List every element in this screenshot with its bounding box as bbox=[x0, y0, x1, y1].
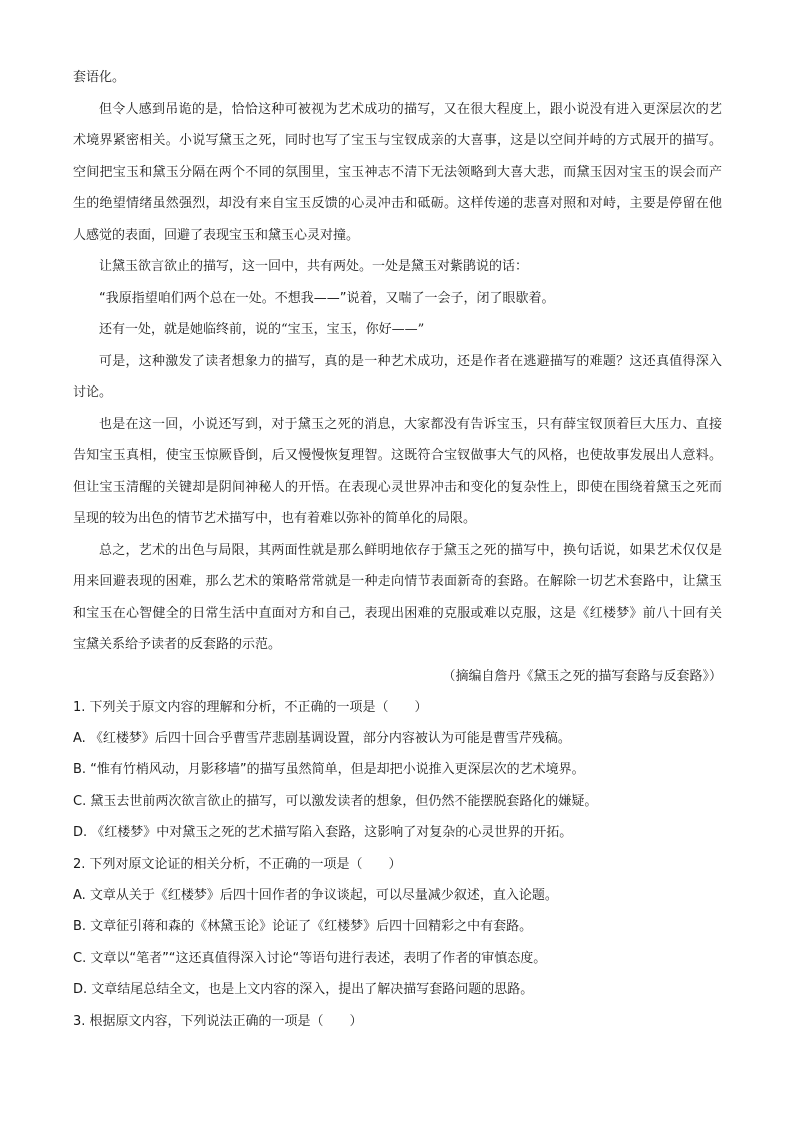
question-1 bbox=[73, 692, 722, 849]
article-quote: “我原指望咱们两个总在一处。不想我——”说着，又喘了一会子，闭了眼歇着。 bbox=[99, 290, 555, 306]
article-paragraph: 还有一处，就是她临终前，说的“宝玉，宝玉，你好——” bbox=[99, 322, 425, 337]
article-paragraph: 但令人感到吊诡的是，恰恰这种可被视为艺术成功的描写，又在很大程度上，跟小说没有进入更深层次的艺术境界紧密相关。小说写黛玉之死，同时也写了宝玉与宝钗成亲的大喜事，这是以空间并峙的方式展开的描写。空间把宝玉和黛玉分隔在两个不同的氛围里，宝玉神志不清下无法领略到大喜大悲，而黛玉因对宝玉的误会而产生的绝望情绪虽然强烈，却没有来自宝玉反馈的心灵冲击和砥砺。这样传递的悲喜对照和对峙，主要是停留在他人感觉的表面，回避了表现宝玉和黛玉心灵对撞。 bbox=[73, 101, 722, 243]
question-section bbox=[73, 692, 722, 1037]
article-source: （摘编自詹丹《黛玉之死的描写套路与反套路》） bbox=[442, 668, 722, 684]
option-d[interactable]: D. 《红楼梦》中对黛玉之死的艺术描写陷入套路，这影响了对复杂的心灵世界的开拓。 bbox=[73, 825, 573, 840]
article-body bbox=[73, 62, 722, 692]
question-2 bbox=[73, 849, 722, 1006]
option-b[interactable]: B. “惟有竹梢风动，月影移墙”的描写虽然简单，但是却把小说推入更深层次的艺术境界。 bbox=[73, 762, 585, 777]
option-a[interactable]: A. 文章从关于《红楼梦》后四十回作者的争议谈起，可以尽量减少叙述，直入论题。 bbox=[73, 887, 558, 903]
question-stem: 2. 下列对原文论证的相关分析，不正确的一项是（ ） bbox=[73, 856, 402, 872]
option-a[interactable]: A. 《红楼梦》后四十回合乎曹雪芹悲剧基调设置，部分内容被认为可能是曹雪芹残稿。 bbox=[73, 730, 571, 746]
article-paragraph: 总之，艺术的出色与局限，其两面性就是那么鲜明地依存于黛玉之死的描写中，换句话说，如果艺术仅仅是用来回避表现的困难，那么艺术的策略常常就是一种走向情节表面新奇的套路。在解除一切艺术套路中，让黛玉和宝玉在心智健全的日常生活中直面对方和自己，表现出困难的克服或难以克服，这是《红楼梦》前八十回有关宝黛关系给予读者的反套路的示范。 bbox=[73, 542, 722, 652]
question-stem: 3. 根据原文内容，下列说法正确的一项是（ ） bbox=[73, 1013, 363, 1029]
option-d[interactable]: D. 文章结尾总结全文，也是上文内容的深入，提出了解决描写套路问题的思路。 bbox=[73, 982, 534, 997]
article-paragraph: 也是在这一回，小说还写到，对于黛玉之死的消息，大家都没有告诉宝玉，只有薛宝钗顶着巨大压力、直接告知宝玉真相，使宝玉惊厥昏倒，后又慢慢恢复理智。这既符合宝钗做事大气的风格，也使故事发展出人意料。但让宝玉清醒的关键却是阴间神秘人的开悟。在表现心灵世界冲击和变化的复杂性上，即使在围绕着黛玉之死而呈现的较为出色的情节艺术描写中，也有着难以弥补的简单化的局限。 bbox=[73, 416, 722, 526]
option-c[interactable]: C. 黛玉去世前两次欲言欲止的描写，可以激发读者的想象，但仍然不能摆脱套路化的嫌疑。 bbox=[73, 793, 598, 809]
option-c[interactable]: C. 文章以“笔者”“这还真值得深入讨论“等语句进行表述，表明了作者的审慎态度。 bbox=[73, 950, 547, 966]
option-b[interactable]: B. 文章征引蒋和森的《林黛玉论》论证了《红楼梦》后四十回精彩之中有套路。 bbox=[73, 919, 533, 934]
question-stem: 1. 下列关于原文内容的理解和分析，不正确的一项是（ ） bbox=[73, 699, 428, 715]
article-paragraph: 套语化。 bbox=[73, 70, 126, 85]
article-paragraph: 可是，这种激发了读者想象力的描写，真的是一种艺术成功，还是作者在逃避描写的难题？这还真值得深入讨论。 bbox=[73, 353, 722, 400]
article-paragraph: 让黛玉欲言欲止的描写，这一回中，共有两处。一处是黛玉对紫鹃说的话： bbox=[99, 259, 529, 274]
question-3 bbox=[73, 1006, 722, 1037]
